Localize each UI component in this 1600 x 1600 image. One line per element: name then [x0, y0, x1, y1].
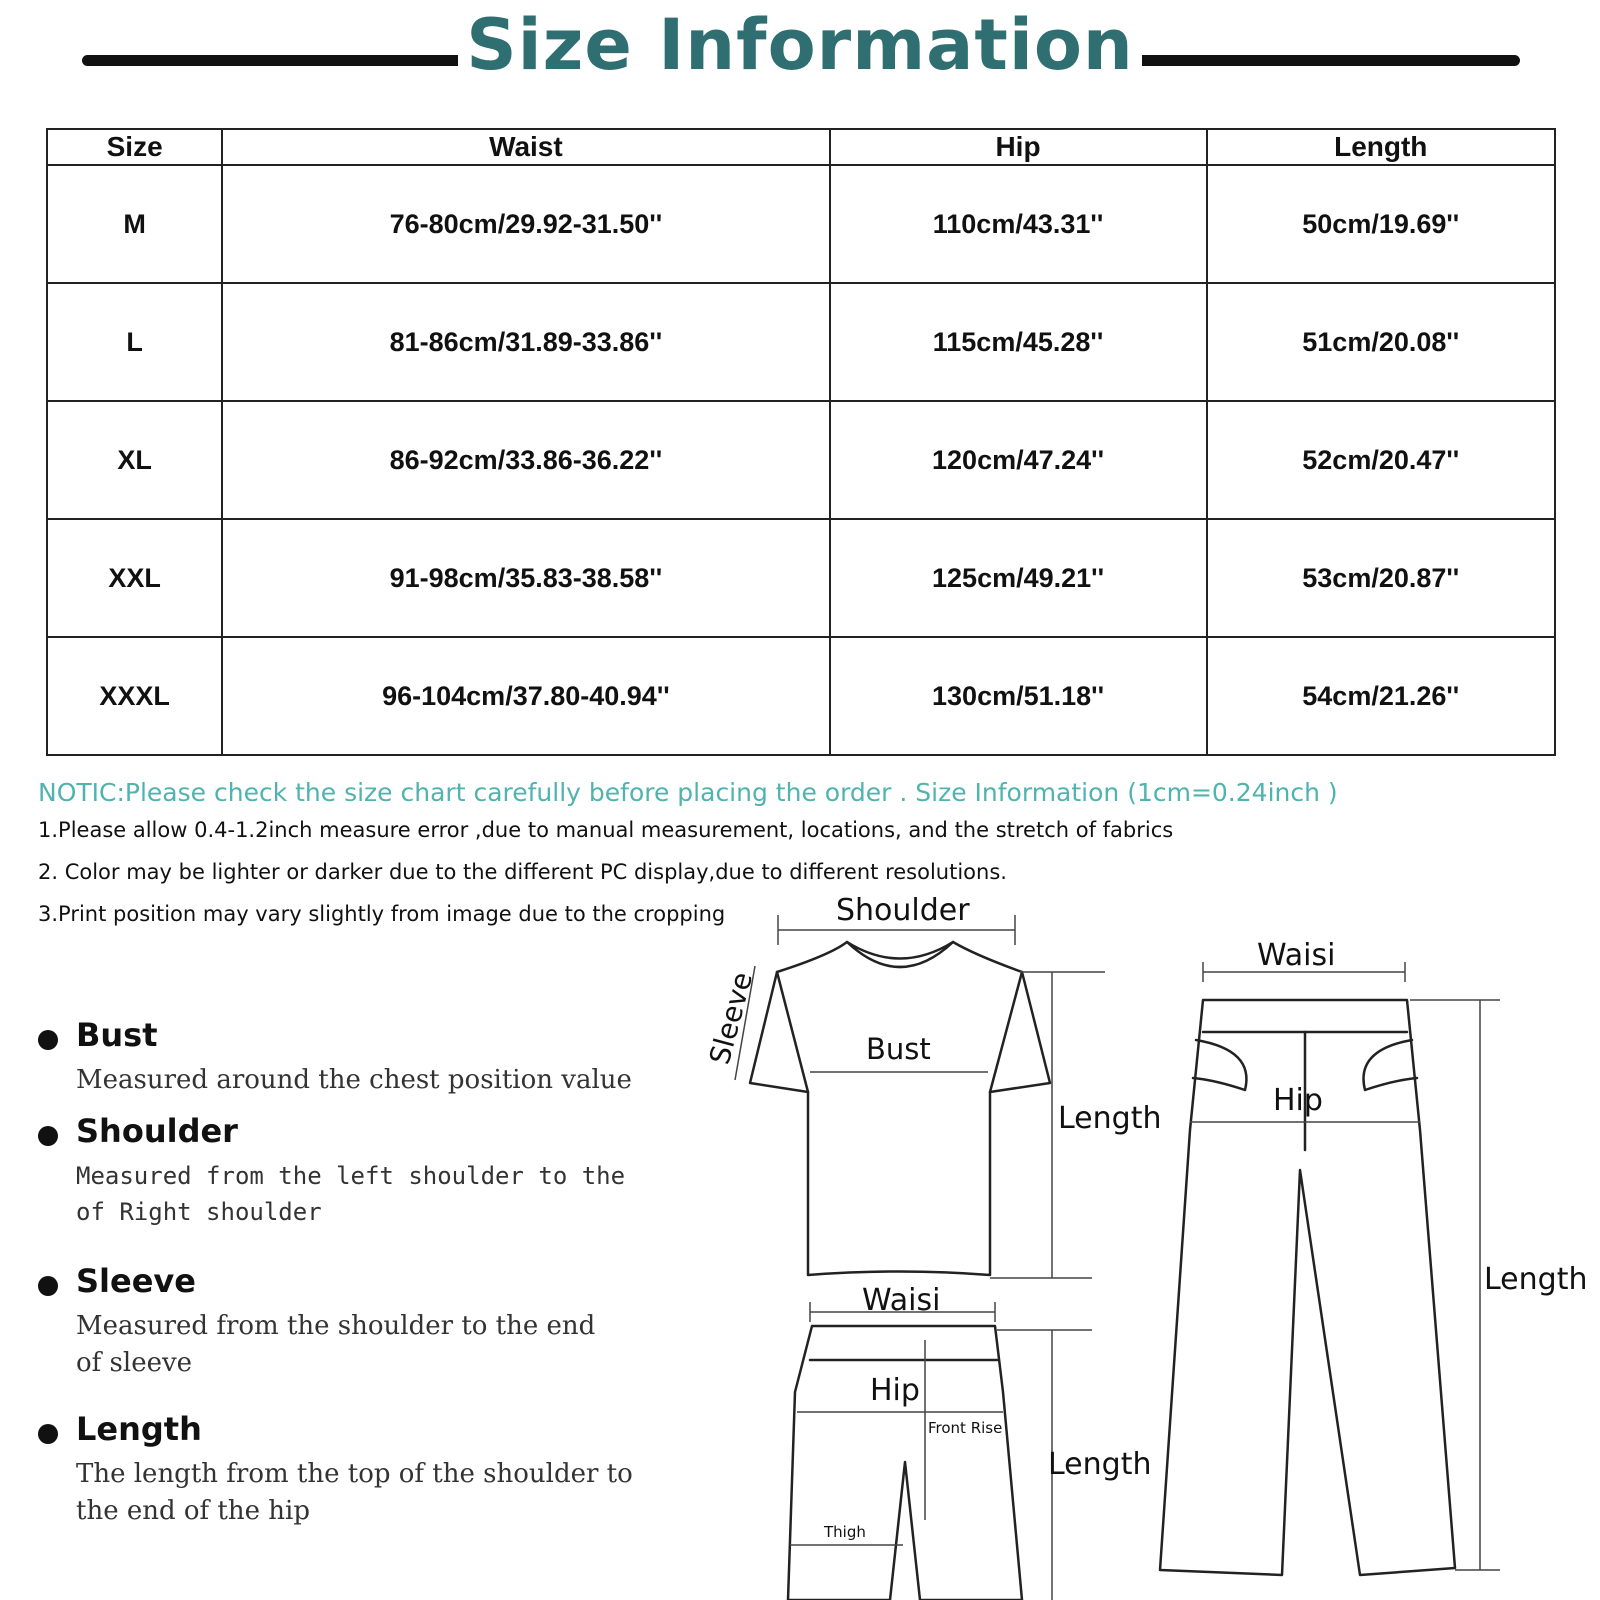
definition-text: Measured from the shoulder to the end of sleeve	[76, 1311, 596, 1378]
definition-text: Measured around the chest position value	[76, 1065, 632, 1095]
note-3: 3.Print position may vary slightly from image due to the cropping	[38, 902, 726, 926]
tshirt-sleeve-seam-right	[990, 972, 1022, 1092]
label-sleeve: Sleeve	[702, 968, 760, 1068]
notice-text: NOTIC:Please check the size chart carefully before placing the order . Size Information (1cm=0.24inch )	[38, 778, 1338, 807]
pants-pocket-right	[1364, 1040, 1417, 1090]
definition-text: Measured from the left shoulder to the of Right shoulder	[76, 1162, 626, 1226]
definition-term: Bust	[76, 1016, 158, 1054]
tshirt-collar	[847, 942, 953, 967]
cell-size: XXXL	[47, 637, 222, 755]
header-waist: Waist	[222, 129, 829, 165]
definition-term: Shoulder	[76, 1112, 238, 1150]
header-hip: Hip	[830, 129, 1207, 165]
label-bust: Bust	[866, 1032, 931, 1066]
label-shirt-length: Length	[1058, 1101, 1162, 1136]
label-thigh: Thigh	[824, 1523, 866, 1541]
shorts-outline	[788, 1326, 1022, 1600]
cell-hip: 130cm/51.18''	[830, 637, 1207, 755]
cell-hip: 110cm/43.31''	[830, 165, 1207, 283]
definition-term: Sleeve	[76, 1262, 196, 1300]
header-length: Length	[1207, 129, 1556, 165]
cell-size: L	[47, 283, 222, 401]
note-2: 2. Color may be lighter or darker due to the different PC display,due to different resolutions.	[38, 860, 1007, 884]
tshirt-outline	[750, 942, 1050, 1275]
label-shorts-length: Length	[1048, 1447, 1152, 1482]
cell-length: 53cm/20.87''	[1207, 519, 1556, 637]
cell-hip: 115cm/45.28''	[830, 283, 1207, 401]
label-pants-waist: Waisi	[1257, 938, 1336, 973]
cell-length: 51cm/20.08''	[1207, 283, 1556, 401]
label-shorts-waist: Waisi	[862, 1283, 941, 1318]
cell-size: XXL	[47, 519, 222, 637]
cell-waist: 86-92cm/33.86-36.22''	[222, 401, 829, 519]
label-pants-length: Length	[1484, 1262, 1588, 1297]
label-front-rise: Front Rise	[928, 1419, 1003, 1437]
cell-waist: 76-80cm/29.92-31.50''	[222, 165, 829, 283]
pants-pocket-left	[1193, 1040, 1246, 1090]
cell-size: XL	[47, 401, 222, 519]
page-title: Size Information	[0, 4, 1600, 86]
cell-waist: 91-98cm/35.83-38.58''	[222, 519, 829, 637]
note-1: 1.Please allow 0.4-1.2inch measure error ,due to manual measurement, locations, and the stretch of fabrics	[38, 818, 1174, 842]
label-shorts-hip: Hip	[870, 1373, 920, 1408]
definition-term: Length	[76, 1410, 202, 1448]
label-shoulder: Shoulder	[836, 893, 970, 928]
cell-length: 54cm/21.26''	[1207, 637, 1556, 755]
cell-hip: 125cm/49.21''	[830, 519, 1207, 637]
cell-length: 52cm/20.47''	[1207, 401, 1556, 519]
cell-hip: 120cm/47.24''	[830, 401, 1207, 519]
cell-waist: 81-86cm/31.89-33.86''	[222, 283, 829, 401]
cell-length: 50cm/19.69''	[1207, 165, 1556, 283]
definition-text: The length from the top of the shoulder to the end of the hip	[76, 1459, 633, 1526]
cell-size: M	[47, 165, 222, 283]
tshirt-sleeve-seam-left	[777, 972, 808, 1092]
cell-waist: 96-104cm/37.80-40.94''	[222, 637, 829, 755]
header-size: Size	[47, 129, 222, 165]
label-pants-hip: Hip	[1273, 1083, 1323, 1118]
